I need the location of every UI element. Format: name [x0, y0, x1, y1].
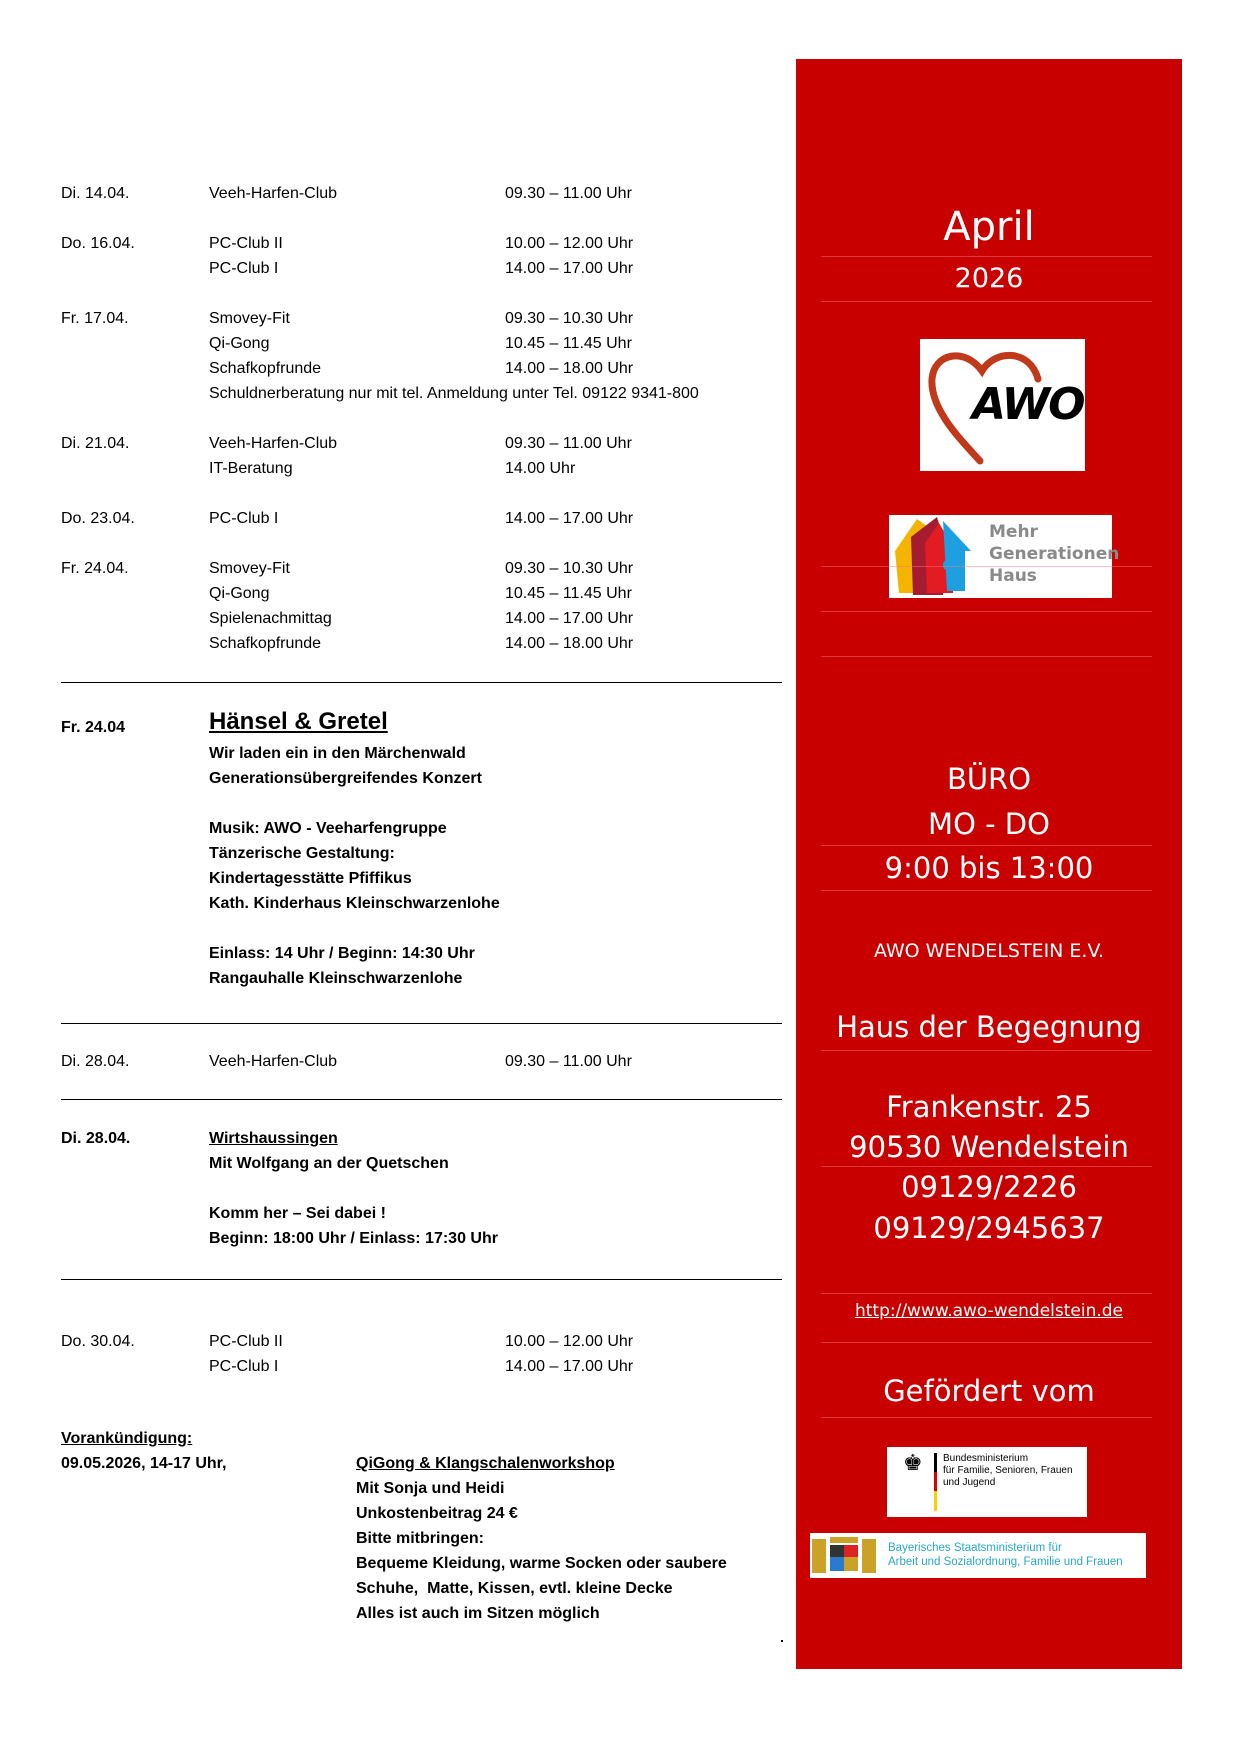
schedule-activity: Veeh-Harfen-Club	[209, 1053, 338, 1070]
schedule-activity: PC-Club I	[209, 1358, 279, 1375]
schedule-date: Fr. 24.04.	[61, 560, 129, 577]
divider	[61, 682, 782, 683]
sidebar-divider	[821, 1417, 1152, 1418]
schedule-time: 14.00 Uhr	[505, 460, 576, 477]
preview-line: Bitte mitbringen:	[356, 1530, 484, 1547]
mgh-line: Mehr	[989, 522, 1038, 542]
schedule-activity: Veeh-Harfen-Club	[209, 435, 338, 452]
sidebar-divider	[821, 890, 1152, 891]
bavaria-line: Bayerisches Staatsministerium für	[888, 1542, 1062, 1554]
flag-stripe-red	[934, 1472, 937, 1491]
sidebar-divider	[821, 656, 1152, 657]
awo-logo-text: AWO	[972, 379, 1084, 430]
year-label: 2026	[954, 263, 1024, 294]
event-line: Generationsübergreifendes Konzert	[209, 770, 482, 787]
schedule-time: 14.00 – 18.00 Uhr	[505, 635, 634, 652]
preview-line: Mit Sonja und Heidi	[356, 1480, 505, 1497]
event-line: Einlass: 14 Uhr / Beginn: 14:30 Uhr	[209, 945, 475, 962]
schedule-time: 09.30 – 11.00 Uhr	[505, 1053, 632, 1070]
sidebar-divider	[821, 1342, 1152, 1343]
bmfsfj-logo	[887, 1447, 1087, 1517]
preview-line: Schuhe, Matte, Kissen, evtl. kleine Decke	[356, 1580, 673, 1597]
event-date: Fr. 24.04	[61, 719, 126, 736]
org-name: AWO WENDELSTEIN E.V.	[873, 940, 1105, 962]
schedule-time: 10.45 – 11.45 Uhr	[505, 585, 632, 602]
divider	[61, 1279, 782, 1280]
phone-1: 09129/2226	[901, 1170, 1077, 1204]
schedule-time: 14.00 – 17.00 Uhr	[505, 610, 634, 627]
event-line: Rangauhalle Kleinschwarzenlohe	[209, 970, 463, 987]
federal-eagle-icon: ♚	[903, 1451, 923, 1476]
info-sidebar	[796, 59, 1182, 1669]
schedule-time: 09.30 – 11.00 Uhr	[505, 185, 632, 202]
schedule-activity: PC-Club II	[209, 1333, 283, 1350]
bavarian-ministry-logo	[810, 1533, 1146, 1578]
event-line: Kindertagesstätte Pfiffikus	[209, 870, 412, 887]
schedule-time: 10.45 – 11.45 Uhr	[505, 335, 632, 352]
office-days: MO - DO	[928, 807, 1050, 841]
bavaria-line: Arbeit und Sozialordnung, Familie und Frauen	[888, 1556, 1123, 1568]
bavarian-coat-of-arms-icon	[812, 1535, 876, 1576]
preview-date: 09.05.2026, 14-17 Uhr,	[61, 1455, 227, 1472]
phone-2: 09129/2945637	[873, 1211, 1105, 1245]
schedule-date: Di. 21.04.	[61, 435, 130, 452]
schedule-activity: IT-Beratung	[209, 460, 293, 477]
schedule-activity: PC-Club I	[209, 260, 279, 277]
schedule-time: 14.00 – 18.00 Uhr	[505, 360, 634, 377]
event-line: Tänzerische Gestaltung:	[209, 845, 395, 862]
address-street: Frankenstr. 25	[886, 1090, 1092, 1124]
preview-line: Unkostenbeitrag 24 €	[356, 1505, 518, 1522]
event-date: Di. 28.04.	[61, 1130, 131, 1147]
schedule-activity: Smovey-Fit	[209, 310, 290, 327]
schedule-activity: Schafkopfrunde	[209, 635, 322, 652]
address-city: 90530 Wendelstein	[849, 1130, 1129, 1164]
schedule-time: 10.00 – 12.00 Uhr	[505, 235, 634, 252]
schedule-time: 10.00 – 12.00 Uhr	[505, 1333, 634, 1350]
schedule-activity: Spielenachmittag	[209, 610, 332, 627]
schedule-time: 09.30 – 10.30 Uhr	[505, 310, 634, 327]
house-name: Haus der Begegnung	[836, 1010, 1142, 1044]
mgh-line: Haus	[989, 566, 1037, 586]
sidebar-divider	[821, 611, 1152, 612]
office-label: BÜRO	[946, 762, 1032, 796]
divider	[61, 1023, 782, 1024]
awo-logo	[920, 339, 1085, 471]
bmfsfj-line: und Jugend	[943, 1477, 996, 1488]
schedule-activity: Smovey-Fit	[209, 560, 290, 577]
mgh-line: Generationen	[989, 544, 1120, 564]
schedule-activity: Veeh-Harfen-Club	[209, 185, 338, 202]
preview-heading: Vorankündigung:	[61, 1430, 193, 1447]
event-line: Mit Wolfgang an der Quetschen	[209, 1155, 449, 1172]
sidebar-divider	[821, 1293, 1152, 1294]
schedule-time: 09.30 – 10.30 Uhr	[505, 560, 634, 577]
schedule-date: Fr. 17.04.	[61, 310, 129, 327]
website-link[interactable]: http://www.awo-wendelstein.de	[854, 1301, 1124, 1321]
sidebar-divider	[821, 1050, 1152, 1051]
schedule-date: Do. 23.04.	[61, 510, 135, 527]
schedule-activity: Qi-Gong	[209, 335, 270, 352]
schedule-date: Do. 30.04.	[61, 1333, 135, 1350]
event-line: Komm her – Sei dabei !	[209, 1205, 386, 1222]
flag-stripe-black	[934, 1453, 937, 1472]
event-line: Kath. Kinderhaus Kleinschwarzenlohe	[209, 895, 500, 912]
bmfsfj-line: Bundesministerium	[943, 1453, 1029, 1464]
sidebar-divider	[821, 566, 1152, 567]
schedule-note: Schuldnerberatung nur mit tel. Anmeldung unter Tel. 09122 9341-800	[209, 385, 699, 402]
sidebar-divider	[821, 301, 1152, 302]
event-title: Hänsel & Gretel	[209, 708, 388, 735]
mehrgenerationenhaus-logo	[889, 515, 1120, 598]
preview-line: Bequeme Kleidung, warme Socken oder saubere	[356, 1555, 727, 1572]
schedule-activity: PC-Club I	[209, 510, 279, 527]
flag-stripe-gold	[934, 1491, 937, 1511]
schedule-date: Di. 28.04.	[61, 1053, 130, 1070]
schedule-date: Do. 16.04.	[61, 235, 135, 252]
event-line: Wir laden ein in den Märchenwald	[209, 745, 466, 762]
schedule-time: 14.00 – 17.00 Uhr	[505, 1358, 634, 1375]
funded-by-label: Gefördert vom	[883, 1374, 1095, 1408]
preview-title: QiGong & Klangschalenworkshop	[356, 1455, 615, 1472]
schedule-activity: PC-Club II	[209, 235, 283, 252]
puzzle-house-icon	[891, 517, 973, 597]
bmfsfj-line: für Familie, Senioren, Frauen	[943, 1465, 1073, 1476]
event-line: Beginn: 18:00 Uhr / Einlass: 17:30 Uhr	[209, 1230, 498, 1247]
schedule-activity: Qi-Gong	[209, 585, 270, 602]
office-hours: 9:00 bis 13:00	[884, 851, 1094, 885]
schedule-activity: Schafkopfrunde	[209, 360, 322, 377]
schedule-time: 14.00 – 17.00 Uhr	[505, 260, 634, 277]
event-line: Musik: AWO - Veeharfengruppe	[209, 820, 447, 837]
schedule-date: Di. 14.04.	[61, 185, 130, 202]
event-title: Wirtshaussingen	[209, 1130, 338, 1147]
stray-dot	[781, 1640, 783, 1642]
divider	[61, 1099, 782, 1100]
month-label: April	[943, 204, 1035, 250]
schedule-time: 09.30 – 11.00 Uhr	[505, 435, 632, 452]
sidebar-divider	[821, 256, 1152, 257]
preview-line: Alles ist auch im Sitzen möglich	[356, 1605, 600, 1622]
schedule-time: 14.00 – 17.00 Uhr	[505, 510, 634, 527]
